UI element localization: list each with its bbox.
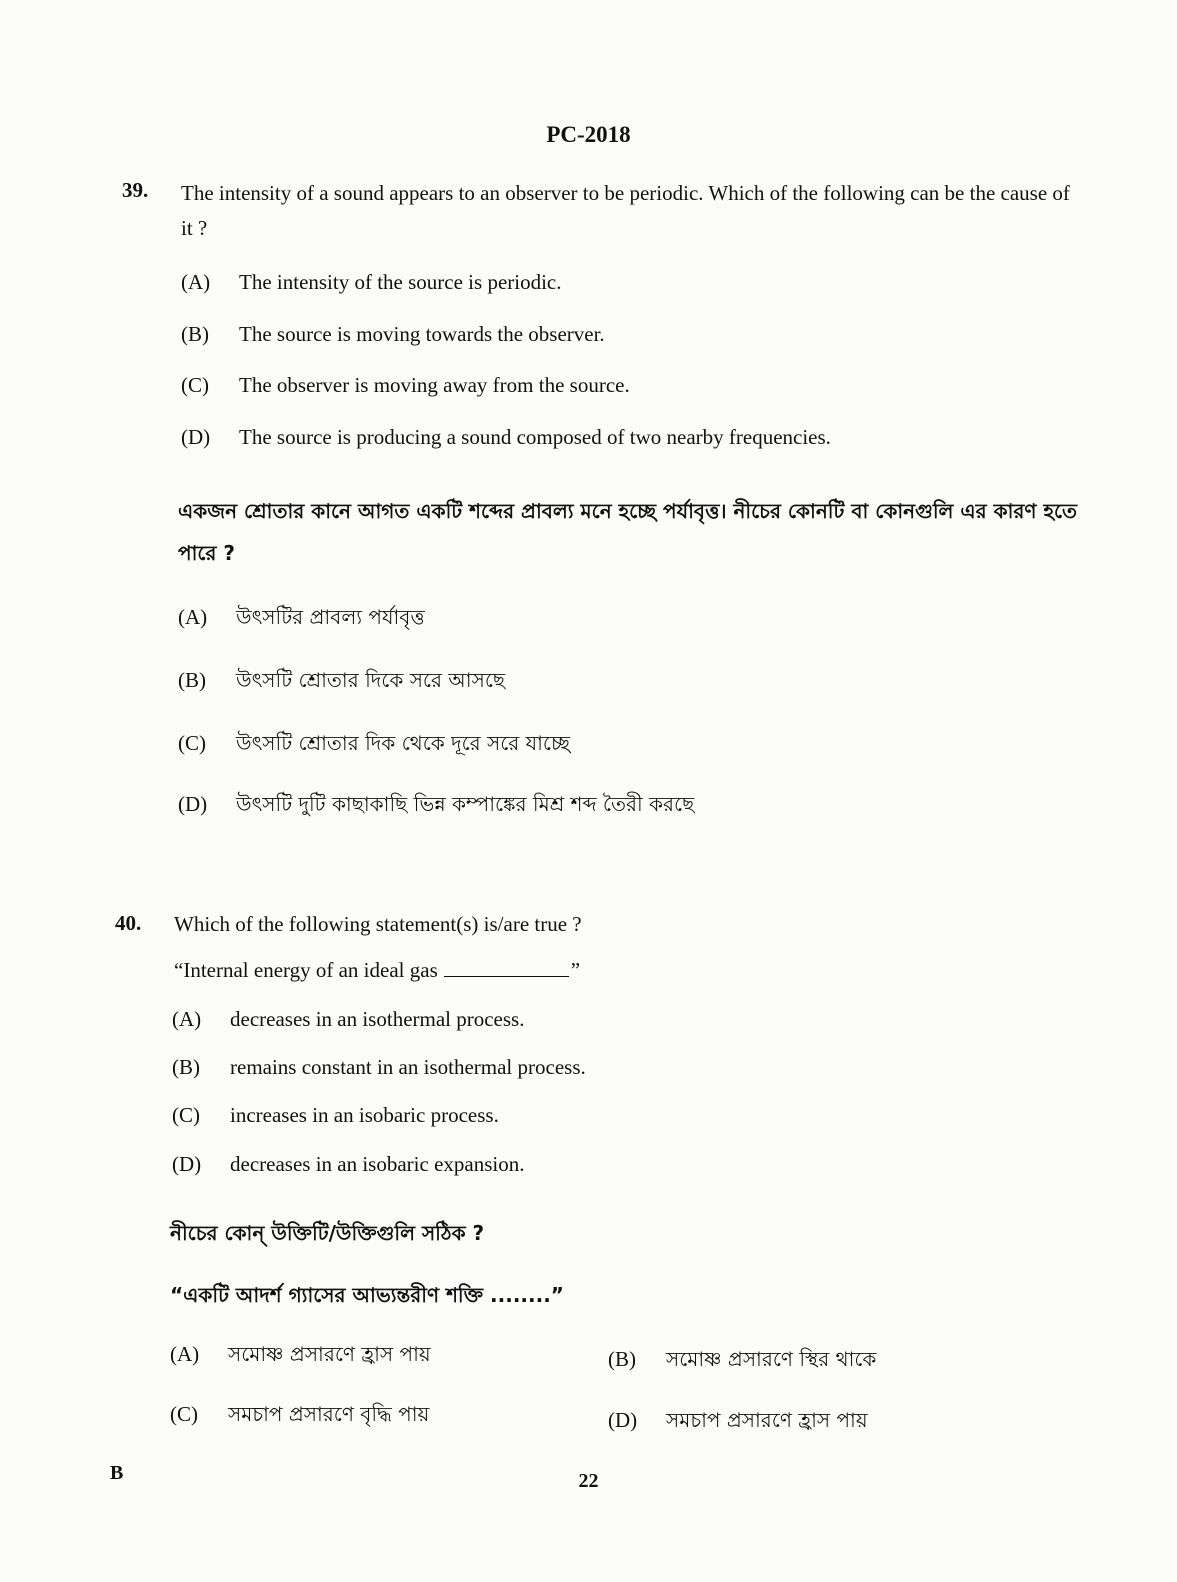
q40-option-d-en	[172, 1152, 524, 1177]
q40-option-d-bn	[608, 1406, 868, 1439]
option-label: (C)	[181, 373, 209, 397]
question-39-number: 39.	[122, 178, 149, 202]
option-label: (A)	[181, 270, 211, 294]
q39-option-b-bn	[178, 666, 505, 699]
option-label: (B)	[181, 322, 209, 346]
option-text: উৎসটি শ্রোতার দিকে সরে আসছে	[236, 668, 505, 692]
question-40-quote-bn: “একটি আদর্শ গ্যাসের আভ্যন্তরীণ শক্তি ........”	[170, 1283, 564, 1307]
question-40-text-en: Which of the following statement(s) is/are true ?	[174, 912, 582, 936]
q40-option-c-en	[172, 1103, 499, 1128]
question-39-text-bn: একজন শ্রোতার কানে আগত একটি শব্দের প্রাবল্য মনে হচ্ছে পর্যাবৃত্ত। নীচের কোনটি বা কোনগুলি এর কারণ হতে পারে ?	[178, 499, 1078, 565]
question-39-text-en: The intensity of a sound appears to an observer to be periodic. Which of the following can be the cause of it ?	[181, 181, 1070, 240]
option-label: (B)	[178, 668, 206, 692]
paper-code: PC-2018	[546, 122, 631, 147]
q39-option-c-en	[181, 373, 630, 398]
option-text: The source is moving towards the observer.	[239, 322, 605, 346]
option-text: The source is producing a sound composed of two nearby frequencies.	[239, 425, 831, 449]
option-text: decreases in an isobaric expansion.	[230, 1152, 525, 1176]
q39-option-b-en	[181, 322, 605, 347]
q39-option-c-bn	[178, 729, 570, 762]
option-text: উৎসটি দুটি কাছাকাছি ভিন্ন কম্পাঙ্কের মিশ্র শব্দ তৈরী করছে	[236, 792, 695, 816]
option-label: (D)	[172, 1152, 202, 1176]
option-text: সমোষ্ণ প্রসারণে হ্রাস পায়	[228, 1342, 431, 1366]
option-label: (D)	[178, 792, 208, 816]
option-text: increases in an isobaric process.	[230, 1103, 499, 1127]
option-label: (A)	[172, 1007, 202, 1031]
option-text: সমচাপ প্রসারণে হ্রাস পায়	[666, 1408, 868, 1432]
question-40-text-bn: নীচের কোন্ উক্তিটি/উক্তিগুলি সঠিক ?	[170, 1221, 485, 1245]
option-text: remains constant in an isothermal process.	[230, 1055, 586, 1079]
option-text: উৎসটির প্রাবল্য পর্যাবৃত্ত	[236, 605, 425, 629]
quote-close: ”	[570, 958, 581, 982]
option-text: The intensity of the source is periodic.	[239, 270, 562, 294]
option-label: (A)	[178, 605, 208, 629]
q40-option-b-en	[172, 1055, 586, 1080]
option-label: (A)	[170, 1342, 200, 1366]
q39-option-d-bn	[178, 790, 694, 823]
option-label: (C)	[172, 1103, 200, 1127]
option-text: উৎসটি শ্রোতার দিক থেকে দূরে সরে যাচ্ছে	[236, 731, 570, 755]
q40-option-c-bn	[170, 1400, 429, 1433]
option-text: সমচাপ প্রসারণে বৃদ্ধি পায়	[228, 1402, 430, 1426]
option-label: (D)	[181, 425, 211, 449]
q39-option-d-en	[181, 425, 831, 450]
page-number: 22	[578, 1470, 599, 1492]
option-text: decreases in an isothermal process.	[230, 1007, 525, 1031]
option-label: (C)	[178, 731, 206, 755]
q40-option-b-bn	[608, 1345, 876, 1378]
question-40-quote-en	[174, 958, 580, 983]
q39-option-a-en	[181, 270, 562, 295]
quote-open: “Internal energy of an ideal gas	[174, 958, 438, 982]
q39-option-a-bn	[178, 603, 425, 636]
q40-option-a-en	[172, 1007, 524, 1032]
booklet-set: B	[110, 1462, 124, 1484]
option-text: সমোষ্ণ প্রসারণে স্থির থাকে	[666, 1347, 877, 1371]
q40-option-a-bn	[170, 1340, 431, 1373]
option-text: The observer is moving away from the source.	[239, 373, 630, 397]
option-label: (B)	[172, 1055, 200, 1079]
option-label: (C)	[170, 1402, 198, 1426]
question-40-number: 40.	[115, 911, 142, 935]
fill-blank	[444, 958, 569, 977]
option-label: (D)	[608, 1408, 638, 1432]
option-label: (B)	[608, 1347, 636, 1371]
